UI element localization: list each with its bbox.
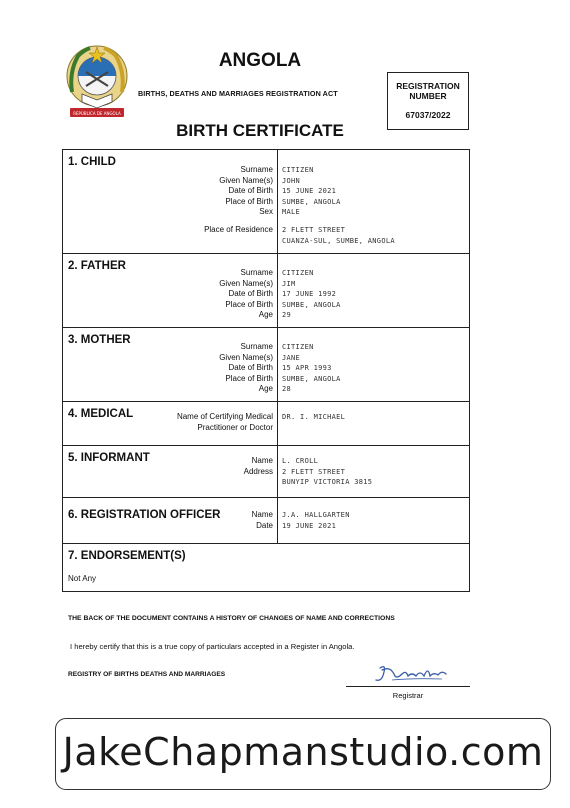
field-value: 15 JUNE 2021: [282, 187, 337, 196]
registration-number-label: REGISTRATION NUMBER: [396, 81, 460, 101]
signature-line: [346, 686, 470, 687]
field-label: Name: [251, 510, 273, 519]
registrar-label: Registrar: [392, 691, 424, 700]
field-values: [282, 342, 341, 395]
field-value: SUMBE, ANGOLA: [282, 374, 341, 383]
section-title: 3. MOTHER: [68, 334, 131, 346]
field-label: Given Name(s): [219, 278, 273, 288]
residence-values: [282, 225, 395, 246]
field-labels: [252, 510, 273, 531]
registrar-signature: [372, 662, 452, 686]
column-divider: [277, 446, 278, 497]
column-divider: [277, 328, 278, 401]
field-labels: [219, 268, 273, 321]
column-divider: [277, 498, 278, 543]
field-value: JOHN: [282, 176, 301, 185]
field-label: Surname: [240, 165, 273, 174]
field-label: Date of Birth: [228, 186, 273, 196]
field-value: 17 JUNE 1992: [282, 290, 337, 299]
field-label: Surname: [240, 342, 273, 351]
field-labels: [177, 412, 273, 433]
field-label: Name: [251, 456, 273, 465]
registration-number-value: 67037/2022: [405, 110, 451, 120]
column-divider: [277, 150, 278, 253]
field-value: CITIZEN: [282, 343, 314, 351]
field-values: [282, 268, 341, 321]
field-value: BUNYIP VICTORIA 3815: [282, 478, 373, 487]
column-divider: [277, 402, 278, 445]
field-value: J.A. HALLGARTEN: [282, 511, 350, 519]
watermark-banner: JakeChapmanstudio.com: [55, 718, 551, 790]
field-labels: [219, 165, 273, 218]
field-value: SUMBE, ANGOLA: [282, 300, 341, 309]
field-value: L. CROLL: [282, 457, 319, 465]
country-heading: ANGOLA: [218, 50, 302, 71]
field-label: Given Name(s): [219, 175, 273, 185]
certificate-title: BIRTH CERTIFICATE: [176, 121, 344, 140]
residence-label: [204, 225, 273, 236]
certificate-details-table: [62, 149, 470, 592]
section-title: 7. ENDORSEMENT(S): [68, 550, 186, 562]
section-medical: [63, 402, 469, 446]
endorsement-text: Not Any: [68, 574, 97, 583]
section-child: [63, 150, 469, 254]
field-labels: [219, 342, 273, 395]
field-value: 19 JUNE 2021: [282, 521, 337, 530]
field-label: Age: [258, 384, 273, 394]
field-value: 15 APR 1993: [282, 364, 332, 373]
field-label: Practitioner or Doctor: [197, 422, 273, 432]
section-title: 6. REGISTRATION OFFICER: [68, 509, 221, 521]
field-label: Age: [258, 310, 273, 320]
section-informant: [63, 446, 469, 498]
field-values: [282, 412, 345, 423]
field-value: 2 FLETT STREET: [282, 467, 346, 476]
field-label: Place of Birth: [225, 196, 273, 206]
field-value: CITIZEN: [282, 166, 314, 174]
field-values: [282, 165, 341, 218]
field-value: CUANZA-SUL, SUMBE, ANGOLA: [282, 236, 395, 245]
field-label: Date: [256, 520, 273, 530]
field-value: DR. I. MICHAEL: [282, 413, 346, 421]
svg-text:REPÚBLICA DE ANGOLA: REPÚBLICA DE ANGOLA: [73, 111, 121, 116]
certification-statement: I hereby certify that this is a true copy of particulars accepted in a Register in Angola.: [70, 642, 355, 651]
field-values: [282, 456, 372, 488]
field-label: Surname: [240, 268, 273, 277]
field-labels: [244, 456, 273, 477]
field-label: Place of Residence: [204, 225, 273, 234]
field-label: Place of Birth: [225, 299, 273, 309]
section-father: [63, 254, 469, 328]
section-title: 1. CHILD: [68, 156, 116, 168]
section-title: 4. MEDICAL: [68, 408, 134, 420]
field-label: Sex: [259, 207, 273, 217]
field-value: JIM: [282, 279, 296, 288]
field-label: Given Name(s): [219, 352, 273, 362]
registry-name: REGISTRY OF BIRTHS DEATHS AND MARRIAGES: [68, 671, 226, 678]
field-value: CITIZEN: [282, 269, 314, 277]
field-value: JANE: [282, 353, 301, 362]
section-registration-officer: [63, 498, 469, 544]
section-title: 5. INFORMANT: [68, 452, 150, 464]
field-label: Name of Certifying Medical: [176, 412, 273, 421]
column-divider: [277, 254, 278, 327]
registration-act-title: BIRTHS, DEATHS AND MARRIAGES REGISTRATION ACT: [138, 89, 338, 98]
field-value: SUMBE, ANGOLA: [282, 197, 341, 206]
field-label: Address: [243, 466, 273, 476]
field-label: Date of Birth: [228, 289, 273, 299]
field-value: MALE: [282, 208, 301, 217]
field-value: 28: [282, 385, 292, 394]
back-of-document-note: THE BACK OF THE DOCUMENT CONTAINS A HISTORY OF CHANGES OF NAME AND CORRECTIONS: [68, 615, 395, 622]
section-endorsement: [63, 544, 469, 591]
field-label: Date of Birth: [228, 363, 273, 373]
field-value: 29: [282, 311, 292, 320]
section-title: 2. FATHER: [68, 260, 126, 272]
field-value: 2 FLETT STREET: [282, 226, 346, 234]
section-mother: [63, 328, 469, 402]
field-values: [282, 510, 350, 531]
field-label: Place of Birth: [225, 373, 273, 383]
